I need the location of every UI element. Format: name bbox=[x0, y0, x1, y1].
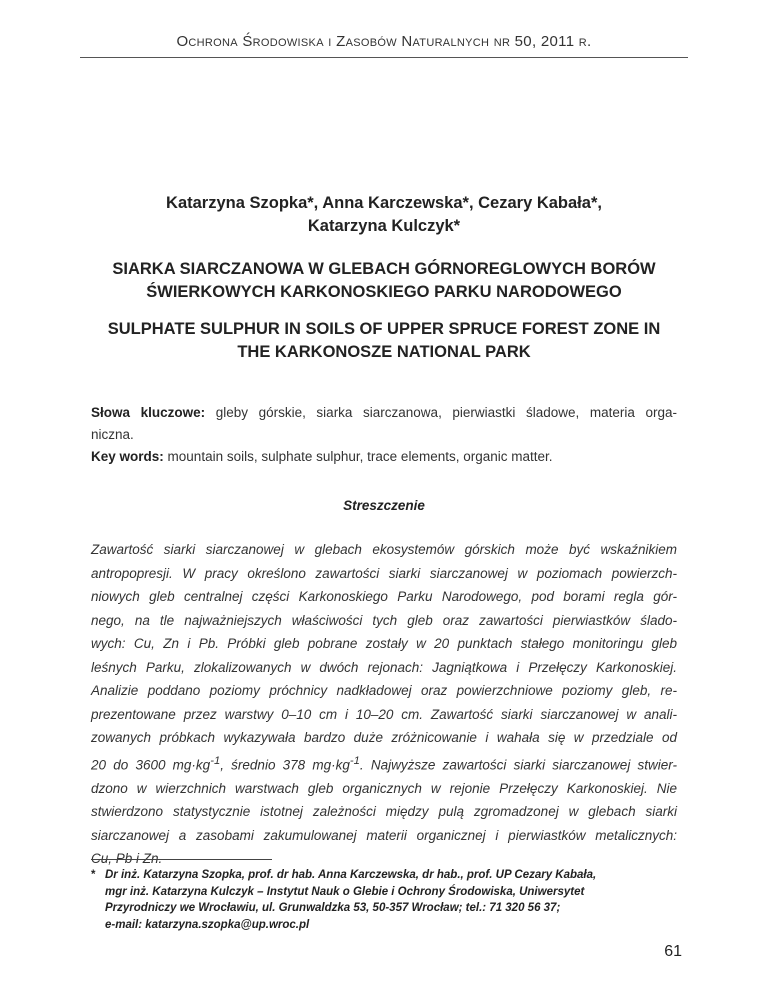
superscript: -1 bbox=[210, 754, 221, 767]
abstract-fragment: . Najwyższe zawartości siarki siarczanowej stwier- bbox=[359, 757, 678, 772]
abstract-line: nego, na tle najważniejszych właściwości tych gleb oraz zawartości pierwiastków ślado- bbox=[91, 612, 677, 628]
keywords-english-text: mountain soils, sulphate sulphur, trace elements, organic matter. bbox=[167, 449, 553, 464]
keywords-polish bbox=[91, 402, 677, 424]
abstract-line: siarczanowej a zasobami zakumulowanej materii organicznej i pierwiastków metalicznych: bbox=[91, 827, 677, 843]
footnote-line: Dr inż. Katarzyna Szopka, prof. dr hab. Anna Karczewska, dr hab., prof. UP Cezary Kabała, bbox=[105, 869, 597, 881]
author-line: Katarzyna Szopka*, Anna Karczewska*, Cezary Kabała*, bbox=[166, 194, 602, 212]
abstract-line: leśnych Parku, zlokalizowanych w dwóch rejonach: Jagniątkowa i Przełęczy Karkonoskiej. bbox=[91, 659, 677, 675]
header-divider bbox=[80, 57, 688, 58]
title-line: ŚWIERKOWYCH KARKONOSKIEGO PARKU NARODOWEGO bbox=[146, 283, 622, 301]
article-title-polish bbox=[80, 258, 688, 304]
abstract-body bbox=[91, 538, 677, 871]
abstract-fragment: , średnio 378 mg·kg bbox=[220, 757, 350, 772]
title-line: THE KARKONOSZE NATIONAL PARK bbox=[237, 343, 531, 361]
abstract-line: Analizie poddano poziomy próchnicy nadkładowej oraz powierzchniowe poziomy gleb, re- bbox=[91, 683, 677, 698]
running-header: Ochrona Środowiska i Zasobów Naturalnych nr 50, 2011 r. bbox=[176, 33, 592, 50]
footnote-marker: * bbox=[91, 869, 96, 881]
superscript: -1 bbox=[349, 754, 360, 767]
abstract-line: antropopresji. W pracy określono zawartości siarki siarczanowej w poziomach powierzch- bbox=[91, 565, 677, 581]
abstract-line: wych: Cu, Zn i Pb. Próbki gleb pobrane zostały w 20 punktach stałego monitoringu gleb bbox=[91, 636, 677, 651]
abstract-line: prezentowane przez warstwy 0–10 cm i 10–20 cm. Zawartość siarki siarczanowej w anali- bbox=[91, 706, 677, 722]
keywords-polish-label: Słowa kluczowe: bbox=[91, 405, 206, 420]
abstract-line: niowych gleb centralnej części Karkonoskiego Parku Narodowego, pod borami regla gór- bbox=[91, 589, 677, 604]
article-title-english bbox=[80, 318, 688, 364]
footnote-divider bbox=[91, 859, 272, 860]
author-affiliation-footnote bbox=[91, 867, 680, 933]
abstract-line: Cu, Pb i Zn. bbox=[91, 851, 163, 866]
page-number: 61 bbox=[664, 943, 682, 960]
abstract-heading: Streszczenie bbox=[343, 498, 425, 513]
abstract-line: Zawartość siarki siarczanowej w glebach ekosystemów górskich może być wskaźnikiem bbox=[91, 542, 677, 557]
title-line: SIARKA SIARCZANOWA W GLEBACH GÓRNOREGLOWYCH BORÓW bbox=[112, 260, 656, 278]
author-line: Katarzyna Kulczyk* bbox=[307, 217, 461, 235]
author-list bbox=[80, 192, 688, 238]
abstract-line-with-units bbox=[91, 750, 677, 777]
abstract-line: zowanych próbkach wykazywała bardzo duże zróżnicowanie i wahała się w przedziale od bbox=[91, 730, 677, 745]
abstract-line: stwierdzono statystycznie istotnej zależności między pulą zgromadzonej w glebach siarki bbox=[91, 804, 677, 819]
keywords-english-label: Key words: bbox=[91, 449, 164, 464]
keywords-polish-text: gleby górskie, siarka siarczanowa, pierwiastki śladowe, materia orga- bbox=[215, 405, 677, 420]
keywords-polish-continuation: niczna. bbox=[91, 427, 134, 442]
footnote-email: e-mail: katarzyna.szopka@up.wroc.pl bbox=[105, 918, 310, 931]
title-line: SULPHATE SULPHUR IN SOILS OF UPPER SPRUCE FOREST ZONE IN bbox=[107, 320, 661, 338]
abstract-line: dzono w wierzchnich warstwach gleb organicznych w rejonie Przełęczy Karkonoskiej. Nie bbox=[91, 780, 677, 796]
footnote-line: Przyrodniczy we Wrocławiu, ul. Grunwaldzka 53, 50-357 Wrocław; tel.: 71 320 56 37; bbox=[105, 902, 561, 914]
keywords-english bbox=[91, 446, 677, 468]
abstract-fragment: 20 do 3600 mg·kg bbox=[91, 757, 211, 772]
keywords-block bbox=[91, 402, 677, 468]
footnote-line: mgr inż. Katarzyna Kulczyk – Instytut Nauk o Glebie i Ochrony Środowiska, Uniwersytet bbox=[105, 885, 585, 898]
